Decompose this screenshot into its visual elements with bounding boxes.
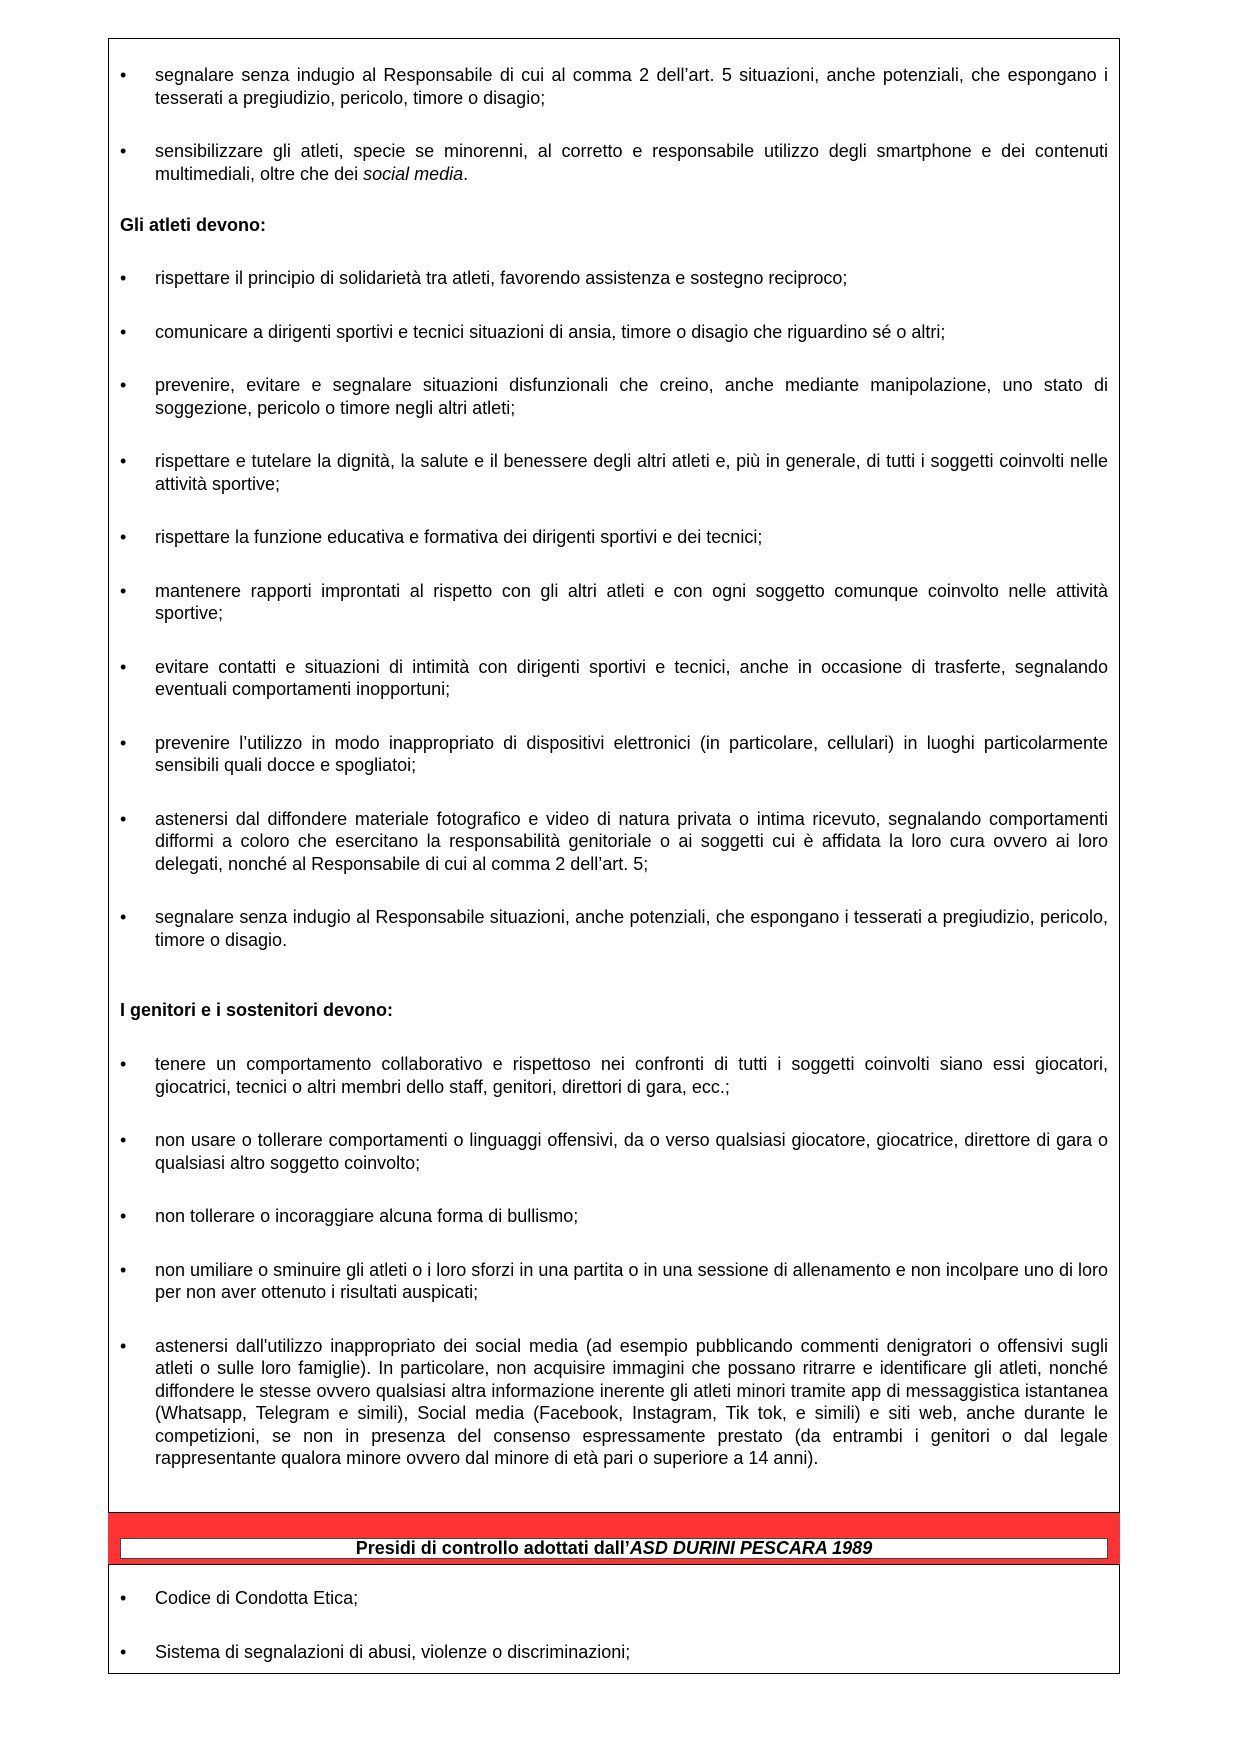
bullet-icon: •: [120, 1641, 127, 1662]
bullet-icon: •: [120, 268, 127, 288]
list-item: • astenersi dal diffondere materiale fotografico e video di natura privata o intima ricevuto, segnalando comportamenti difformi a coloro che esercitano la responsabilità genitoriale o ai soggetti cui è affidata la loro cura ovvero ai loro delegati, nonché al Responsabile di cui al comma 2 dell’art. 5;: [120, 808, 1108, 874]
bullet-icon: •: [120, 527, 127, 547]
list-item: • prevenire l’utilizzo in modo inappropriato di dispositivi elettronici (in particolare, cellulari) in luoghi particolarmente sensibili quali docce e spogliatoi;: [120, 732, 1108, 775]
list-item: • segnalare senza indugio al Responsabile di cui al comma 2 dell’art. 5 situazioni, anche potenziali, che espongano i tesserati a pregiudizio, pericolo, timore o disagio;: [120, 65, 1108, 108]
controls-heading: Presidi di controllo adottati dall’ASD DURINI PESCARA 1989: [120, 1538, 1108, 1559]
bullet-icon: •: [120, 907, 127, 927]
list-item: • sensibilizzare gli atleti, specie se minorenni, al corretto e responsabile utilizzo degli smartphone e dei contenuti multimediali, oltre che dei social media.: [120, 141, 1108, 184]
list-item: • rispettare e tutelare la dignità, la salute e il benessere degli altri atleti e, più in generale, di tutti i soggetti coinvolti nelle attività sportive;: [120, 451, 1108, 494]
parents-heading: I genitori e i sostenitori devono:: [120, 1000, 394, 1020]
bullet-icon: •: [120, 65, 127, 85]
list-item: • non umiliare o sminuire gli atleti o i loro sforzi in una partita o in una sessione di allenamento e non incolpare uno di loro per non aver ottenuto i risultati auspicati;: [120, 1259, 1108, 1302]
athletes-list: [108, 267, 1120, 951]
bullet-icon: •: [120, 1130, 127, 1150]
controls-list: [108, 1587, 1120, 1663]
bullet-icon: •: [120, 1206, 127, 1226]
top-list: [108, 64, 1120, 185]
band-bottom-divider: [108, 1564, 1120, 1565]
bullet-icon: •: [120, 375, 127, 395]
list-item: • astenersi dall'utilizzo inappropriato dei social media (ad esempio pubblicando commenti denigratori o offensivi sugli atleti o sulle loro famiglie). In particolare, non acquisire immagini che possano ritrarre e identificare gli atleti, nonché diffondere le stesse ovvero qualsiasi altra informazione inerente gli atleti minori tramite app di messaggistica istantanea (Whatsapp, Telegram e simili), Social media (Facebook, Instagram, Tik tok, e simili) e siti web, anche durante le competizioni, se non in presenza del consenso espressamente prestato (da entrambi i genitori o dal legale rappresentante qualora minore ovvero dal minore di età pari o superiore a 14 anni).: [120, 1335, 1108, 1468]
list-item: • segnalare senza indugio al Responsabile situazioni, anche potenziali, che espongano i tesserati a pregiudizio, pericolo, timore o disagio.: [120, 907, 1108, 950]
bullet-icon: •: [120, 1588, 127, 1608]
parents-list: [108, 1053, 1120, 1470]
list-item: • non usare o tollerare comportamenti o linguaggi offensivi, da o verso qualsiasi giocatore, giocatrice, direttore di gara o qualsiasi altro soggetto coinvolto;: [120, 1130, 1108, 1173]
bullet-icon: •: [120, 1259, 127, 1280]
list-item: • rispettare la funzione educativa e formativa dei dirigenti sportivi e dei tecnici;: [120, 527, 763, 547]
list-item: • evitare contatti e situazioni di intimità con dirigenti sportivi e tecnici, anche in occasione di trasferte, segnalando eventuali comportamenti inopportuni;: [120, 656, 1108, 699]
bullet-icon: •: [120, 656, 127, 677]
bullet-icon: •: [120, 451, 127, 471]
bullet-icon: •: [120, 732, 127, 753]
list-item: • tenere un comportamento collaborativo e rispettoso nei confronti di tutti i soggetti coinvolti siano essi giocatori, giocatrici, tecnici o altri membri dello staff, genitori, direttori di gara, ecc.;: [120, 1054, 1108, 1097]
bullet-icon: •: [120, 1054, 127, 1074]
bullet-icon: •: [120, 580, 127, 601]
list-item: • non tollerare o incoraggiare alcuna forma di bullismo;: [120, 1206, 579, 1226]
list-item: • mantenere rapporti improntati al rispetto con gli altri atleti e con ogni soggetto comunque coinvolto nelle attività sportive;: [120, 580, 1108, 623]
list-item: • prevenire, evitare e segnalare situazioni disfunzionali che creino, anche mediante manipolazione, uno stato di soggezione, pericolo o timore negli altri atleti;: [120, 375, 1108, 418]
bullet-icon: •: [120, 1335, 127, 1356]
list-item: • Sistema di segnalazioni di abusi, violenze o discriminazioni;: [120, 1641, 631, 1662]
list-item: • rispettare il principio di solidarietà tra atleti, favorendo assistenza e sostegno reciproco;: [120, 268, 848, 288]
bullet-icon: •: [120, 141, 127, 161]
bullet-icon: •: [120, 321, 127, 342]
bullet-icon: •: [120, 808, 127, 829]
controls-band: [108, 1512, 1120, 1564]
list-item: • Codice di Condotta Etica;: [120, 1588, 359, 1608]
athletes-heading: Gli atleti devono:: [120, 215, 267, 235]
list-item: • comunicare a dirigenti sportivi e tecnici situazioni di ansia, timore o disagio che riguardino sé o altri;: [120, 321, 946, 342]
